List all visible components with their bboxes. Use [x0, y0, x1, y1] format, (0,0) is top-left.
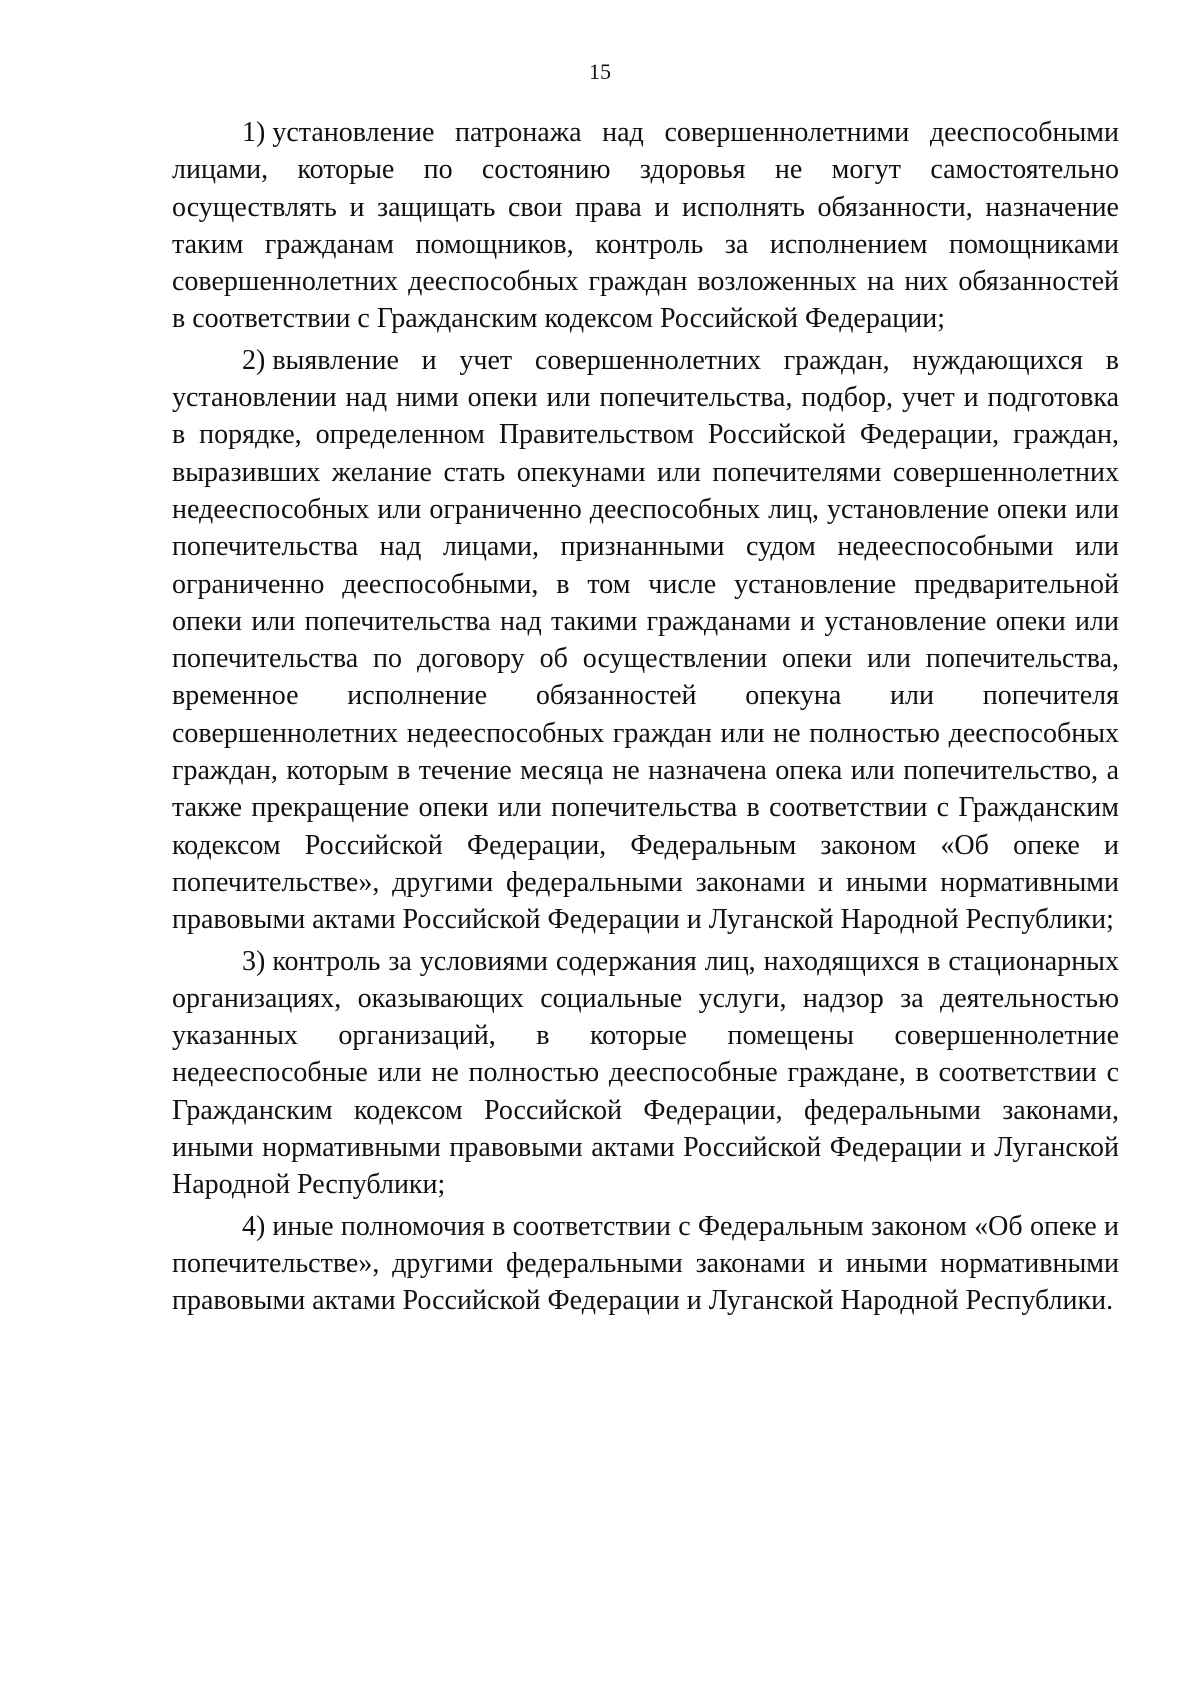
page-number: 15	[589, 59, 611, 84]
list-item-number: 3)	[242, 945, 266, 977]
list-item-text: контроль за условиями содержания лиц, находящихся в стационарных организациях, оказывающих социальные услуги, надзор за деятельностью указанных организаций, в которые помещены совершеннолетние недееспособные или не полностью дееспособные граждане, в соответствии с Гражданским кодексом Российской Федерации, федеральными законами, иными нормативными правовыми актами Российской Федерации и Луганской Народной Республики;	[172, 945, 1119, 1201]
list-item-3	[172, 943, 1119, 1204]
list-item-text: иные полномочия в соответствии с Федеральным законом «Об опеке и попечительстве», другими федеральными законами и иными нормативными правовыми актами Российской Федерации и Луганской Народной Республики.	[172, 1210, 1119, 1317]
list-item-2	[172, 342, 1119, 939]
document-body	[172, 114, 1119, 1324]
list-item-1	[172, 114, 1119, 338]
list-item-4	[172, 1208, 1119, 1320]
list-item-number: 2)	[242, 344, 266, 376]
list-item-number: 4)	[242, 1210, 266, 1242]
list-item-text: выявление и учет совершеннолетних граждан, нуждающихся в установлении над ними опеки или попечительства, подбор, учет и подготовка в порядке, определенном Правительством Российской Федерации, граждан, выразивших желание стать опекунами или попечителями совершеннолетних недееспособных или ограниченно дееспособных лиц, установление опеки или попечительства над лицами, признанными судом недееспособными или ограниченно дееспособными, в том числе установление предварительной опеки или попечительства над такими гражданами и установление опеки или попечительства по договору об осуществлении опеки или попечительства, временное исполнение обязанностей опекуна или попечителя совершеннолетних недееспособных граждан или не полностью дееспособных граждан, которым в течение месяца не назначена опека или попечительство, а также прекращение опеки или попечительства в соответствии с Гражданским кодексом Российской Федерации, Федеральным законом «Об опеке и попечительстве», другими федеральными законами и иными нормативными правовыми актами Российской Федерации и Луганской Народной Республики;	[172, 344, 1119, 936]
list-item-text: установление патронажа над совершеннолетними дееспособными лицами, которые по состоянию здоровья не могут самостоятельно осуществлять и защищать свои права и исполнять обязанности, назначение таким гражданам помощников, контроль за исполнением помощниками совершеннолетних дееспособных граждан возложенных на них обязанностей в соответствии с Гражданским кодексом Российской Федерации;	[172, 117, 1119, 335]
list-item-number: 1)	[242, 117, 266, 148]
